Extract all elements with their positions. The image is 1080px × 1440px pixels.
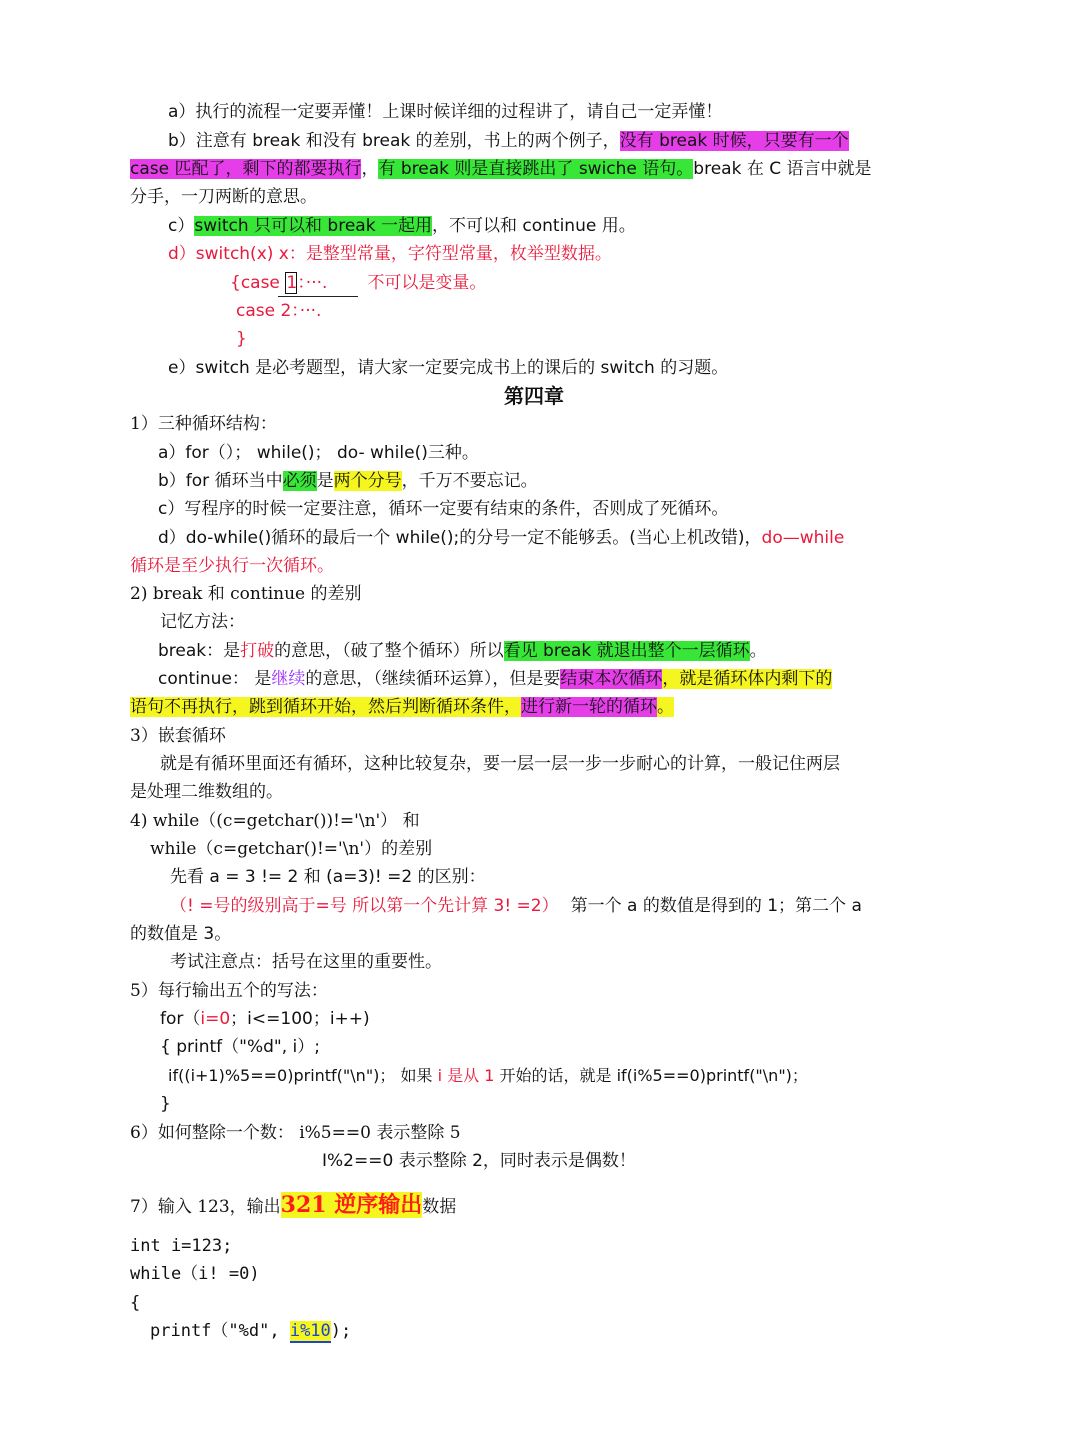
text: 先看 a = 3 != 2 和 (a=3)! =2 的区别： — [170, 867, 486, 887]
highlight-green: 看见 break 就退出整个一层循环 — [503, 641, 750, 661]
highlight-red-yellow: 321 逆序输出 — [280, 1192, 423, 1218]
text: 循环是至少执行一次循环。 — [130, 556, 334, 576]
text: ：···. — [297, 273, 328, 293]
line-break-def — [158, 638, 767, 664]
text: 第一个 a 的数值是得到的 1；第二个 a — [570, 896, 862, 916]
line-a-flow — [168, 99, 722, 125]
section-5-heading — [130, 978, 328, 1004]
text: b）注意有 break 和没有 break 的差别，书上的两个例子， — [168, 131, 620, 151]
text: { — [130, 1293, 141, 1313]
text: 2) break 和 continue 的差别 — [130, 584, 362, 604]
text: ，不可以和 continue 用。 — [431, 216, 636, 236]
text: 3）嵌套循环 — [130, 726, 226, 746]
line-b-break — [168, 128, 849, 154]
text: 是处理二维数组的。 — [130, 782, 283, 802]
line-1d-cont — [130, 553, 334, 579]
line-case-1 — [230, 270, 486, 296]
highlight-green: 有 break 则是直接跳出了 swiche 语句。 — [378, 159, 694, 179]
highlight-yellow: 两个分号 — [333, 471, 402, 491]
text: b）for 循环当中 — [158, 471, 283, 491]
section-6-heading — [130, 1120, 461, 1146]
text: {case — [230, 273, 286, 293]
text: while（i! =0) — [130, 1264, 260, 1284]
line-1d — [158, 525, 844, 551]
section-3-heading — [130, 723, 226, 749]
text: break：是 — [158, 641, 241, 661]
line-4c — [170, 893, 862, 919]
text: break 在 C 语言中就是 — [693, 159, 872, 179]
text: d）do-while()循环的最后一个 while();的分号一定不能够丢。(当心上机改错)， — [158, 528, 762, 548]
text: while（c=getchar()!='\n'）的差别 — [150, 839, 433, 859]
text: 就是有循环里面还有循环，这种比较复杂，要一层一层一步一步耐心的计算，一般记住两层 — [160, 754, 840, 774]
highlight-magenta: 结束本次循环 — [560, 669, 663, 689]
text: 数据 — [422, 1197, 457, 1217]
text: 7）输入 123，输出 — [130, 1197, 281, 1217]
text: 考试注意点：括号在这里的重要性。 — [170, 952, 442, 972]
text-purple: 继续 — [271, 669, 306, 689]
text: e）switch 是必考题型，请大家一定要完成书上的课后的 switch 的习题。 — [168, 358, 729, 378]
section-7-heading — [130, 1190, 456, 1222]
section-4-heading — [130, 808, 420, 834]
text: { printf（"%d", i）; — [160, 1037, 320, 1057]
text: 1）三种循环结构： — [130, 414, 277, 434]
line-1b — [158, 468, 538, 494]
text: int i=123; — [130, 1236, 233, 1256]
code-line-4 — [150, 1318, 351, 1344]
code-line-2 — [130, 1261, 260, 1287]
line-printf — [160, 1034, 320, 1060]
line-nested — [160, 751, 840, 777]
line-4b — [170, 864, 486, 890]
text: ；i<=100；i++) — [230, 1009, 370, 1029]
line-breakup — [130, 184, 317, 210]
line-6a — [322, 1148, 636, 1174]
text: 是 — [316, 471, 334, 491]
line-case-2 — [236, 298, 321, 324]
line-for — [160, 1006, 370, 1032]
text: c）写程序的时候一定要注意，循环一定要有结束的条件，否则成了死循环。 — [158, 499, 729, 519]
line-close — [160, 1091, 171, 1117]
text: continue： 是 — [158, 669, 272, 689]
text-red: 打破 — [240, 641, 275, 661]
line-4e — [170, 949, 442, 975]
text: } — [236, 329, 247, 349]
text: ， — [361, 159, 379, 179]
text: ); — [330, 1321, 352, 1341]
text: c） — [168, 216, 195, 236]
highlight-green: 必须 — [282, 471, 317, 491]
text-red: do—while — [761, 528, 845, 548]
text: 4) while（(c=getchar())!='\n'） 和 — [130, 811, 420, 831]
section-2-heading — [130, 581, 362, 607]
underline — [278, 296, 358, 297]
highlight-yellow: 语句不再执行，跳到循环开始，然后判断循环条件， — [130, 697, 521, 717]
text: 的数值是 3。 — [130, 924, 232, 944]
section-1-heading — [130, 411, 277, 437]
chapter-title — [504, 383, 564, 409]
text: 不可以是变量。 — [367, 273, 487, 293]
line-e-exam — [168, 355, 728, 381]
text: case 2：···. — [236, 301, 322, 321]
line-d-switch-x — [168, 241, 612, 267]
text: for（ — [160, 1009, 201, 1029]
line-case-match — [130, 156, 872, 182]
line-memory — [160, 609, 245, 635]
line-close-brace — [236, 326, 247, 352]
text: ，千万不要忘记。 — [401, 471, 538, 491]
highlight-magenta: case 匹配了，剩下的都要执行 — [130, 159, 362, 179]
text: 。 — [749, 641, 767, 661]
highlight-green: switch 只可以和 break 一起用 — [194, 216, 432, 236]
text: 分手，一刀两断的意思。 — [130, 187, 317, 207]
text: a）for（）； while()； do- while()三种。 — [158, 443, 479, 463]
text: 第四章 — [504, 384, 564, 408]
text: 的意思，（破了整个循环）所以 — [274, 641, 504, 661]
highlight-underlined: i%10 — [289, 1321, 331, 1341]
highlight-magenta: 进行新一轮的循环 — [521, 697, 657, 717]
text-red: i=0 — [200, 1009, 231, 1029]
code-line-3 — [130, 1290, 140, 1316]
line-nested-cont — [130, 779, 283, 805]
line-1a — [158, 440, 479, 466]
line-1c — [158, 496, 728, 522]
text: I%2==0 表示整除 2，同时表示是偶数！ — [322, 1151, 636, 1171]
line-continue-cont — [130, 694, 674, 720]
text: } — [160, 1094, 171, 1114]
text: a）执行的流程一定要弄懂！上课时候详细的过程讲了，请自己一定弄懂！ — [168, 102, 723, 122]
highlight-yellow: 。 — [657, 697, 674, 717]
text: 开始的话，就是 if(i%5==0)printf("\n")； — [494, 1066, 808, 1085]
line-4d — [130, 921, 231, 947]
text: 记忆方法： — [160, 612, 245, 632]
text-red: i 是从 1 — [437, 1066, 495, 1085]
code-line-1 — [130, 1233, 232, 1259]
text: printf（"%d", — [150, 1321, 290, 1341]
text: d）switch(x) x：是整型常量，字符型常量，枚举型数据。 — [168, 244, 612, 264]
line-if — [168, 1063, 808, 1089]
text: if((i+1)%5==0)printf("\n")； 如果 — [168, 1066, 438, 1085]
text: 5）每行输出五个的写法： — [130, 981, 328, 1001]
line-4a — [150, 836, 432, 862]
line-continue-def — [158, 666, 832, 692]
line-c-switch — [168, 213, 636, 239]
text: 的意思，（继续循环运算），但是要 — [305, 669, 561, 689]
highlight-yellow: ，就是循环体内剩下的 — [662, 669, 833, 689]
boxed-constant: 1 — [286, 273, 298, 293]
text-red: （! =号的级别高于=号 所以第一个先计算 3! =2） — [170, 896, 559, 916]
highlight-magenta: 没有 break 时候，只要有一个 — [619, 131, 849, 151]
text: 6）如何整除一个数： i%5==0 表示整除 5 — [130, 1123, 461, 1143]
